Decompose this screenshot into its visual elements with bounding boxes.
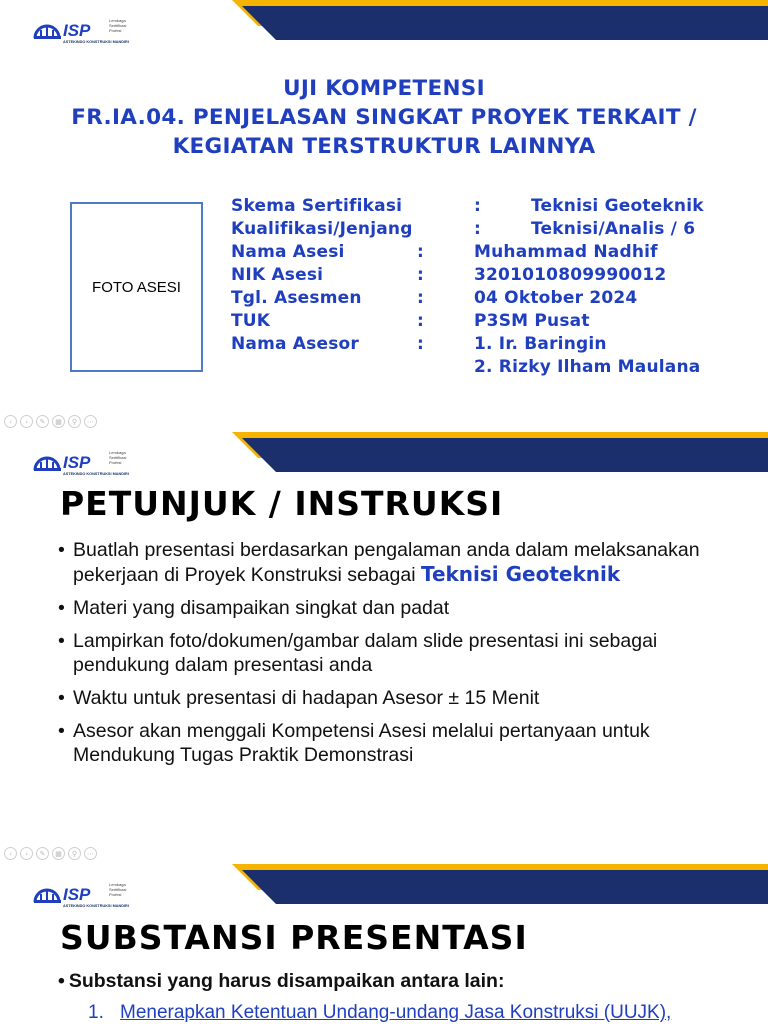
- field-label: Kualifikasi/Jenjang: [231, 219, 413, 239]
- bullet-text: Asesor akan menggali Kompetensi Asesi melalui pertanyaan untuk Mendukung Tugas Praktik Demonstrasi: [73, 720, 650, 766]
- field-colon: :: [417, 311, 424, 331]
- field-value: Teknisi Geoteknik: [531, 196, 704, 216]
- field-label: Nama Asesi: [231, 242, 345, 262]
- field-label: TUK: [231, 311, 271, 331]
- title-line-2: FR.IA.04. PENJELASAN SINGKAT PROYEK TERKAIT /: [71, 105, 697, 130]
- list-item: [58, 629, 738, 677]
- field-value: Teknisi/Analis / 6: [531, 219, 696, 239]
- svg-text:ISP: ISP: [63, 453, 91, 472]
- field-colon: :: [417, 242, 424, 262]
- title-line-3: KEGIATAN TERSTRUKTUR LAINNYA: [172, 134, 596, 159]
- field-label: Tgl. Asesmen: [231, 288, 362, 308]
- svg-text:ISP: ISP: [63, 885, 91, 904]
- field-value: Muhammad Nadhif: [474, 242, 658, 262]
- field-label: Nama Asesor: [231, 334, 359, 354]
- list-item: [58, 719, 738, 767]
- svg-text:Sertifikasi: Sertifikasi: [109, 23, 127, 28]
- slides-icon[interactable]: ▦: [52, 415, 65, 428]
- field-value: P3SM Pusat: [474, 311, 590, 331]
- prev-icon[interactable]: ‹: [4, 847, 17, 860]
- zoom-icon[interactable]: ⚲: [68, 847, 81, 860]
- photo-placeholder: [70, 202, 203, 372]
- isp-logo: [32, 12, 142, 44]
- instructions-list: [58, 538, 738, 776]
- svg-text:ASTEKINDO KONSTRUKSI MANDIRI: ASTEKINDO KONSTRUKSI MANDIRI: [63, 40, 129, 44]
- item-number: 1.: [88, 1002, 104, 1023]
- substance-heading: SUBSTANSI PRESENTASI: [60, 918, 528, 957]
- svg-text:Lembaga: Lembaga: [109, 882, 126, 887]
- svg-text:Lembaga: Lembaga: [109, 450, 126, 455]
- svg-text:ASTEKINDO KONSTRUKSI MANDIRI: ASTEKINDO KONSTRUKSI MANDIRI: [63, 904, 129, 908]
- more-icon[interactable]: ⋯: [84, 415, 97, 428]
- bullet-text: Buatlah presentasi berdasarkan pengalaman anda dalam melaksanakan pekerjaan di Proyek Konstruksi sebagai: [73, 539, 700, 586]
- field-colon: :: [417, 288, 424, 308]
- item-text: Menerapkan Ketentuan Undang-undang Jasa Konstruksi (UUJK),: [120, 1002, 672, 1023]
- svg-text:ASTEKINDO KONSTRUKSI MANDIRI: ASTEKINDO KONSTRUKSI MANDIRI: [63, 472, 129, 476]
- next-icon[interactable]: ›: [20, 415, 33, 428]
- field-colon: :: [474, 196, 481, 216]
- slide-nav-controls: [4, 415, 97, 428]
- field-colon: :: [474, 219, 481, 239]
- more-icon[interactable]: ⋯: [84, 847, 97, 860]
- list-item: [88, 1002, 671, 1024]
- bullet-text: Waktu untuk presentasi di hadapan Asesor ± 15 Menit: [73, 687, 540, 709]
- slide-substance: [0, 864, 768, 1024]
- bullet-text: Lampirkan foto/dokumen/gambar dalam slide presentasi ini sebagai pendukung dalam presentasi anda: [73, 630, 658, 676]
- photo-label: FOTO ASESI: [92, 278, 181, 296]
- instructions-heading: PETUNJUK / INSTRUKSI: [60, 484, 504, 523]
- pen-icon[interactable]: ✎: [36, 415, 49, 428]
- title-line-1: UJI KOMPETENSI: [283, 76, 485, 101]
- list-item: [58, 538, 738, 587]
- prev-icon[interactable]: ‹: [4, 415, 17, 428]
- intro-text: Substansi yang harus disampaikan antara lain:: [68, 970, 505, 992]
- svg-text:Profesi: Profesi: [109, 892, 122, 897]
- field-colon: :: [417, 334, 424, 354]
- isp-logo: [32, 876, 142, 908]
- field-colon: :: [417, 265, 424, 285]
- slides-icon[interactable]: ▦: [52, 847, 65, 860]
- isp-logo: [32, 444, 142, 476]
- field-label: NIK Asesi: [231, 265, 324, 285]
- slide-nav-controls: [4, 847, 97, 860]
- svg-text:Profesi: Profesi: [109, 460, 122, 465]
- field-value: 2. Rizky Ilham Maulana: [474, 357, 701, 377]
- list-item: [58, 596, 738, 620]
- svg-text:Lembaga: Lembaga: [109, 18, 126, 23]
- field-value: 04 Oktober 2024: [474, 288, 638, 308]
- field-value: 1. Ir. Baringin: [474, 334, 607, 354]
- svg-text:Profesi: Profesi: [109, 28, 122, 33]
- svg-text:ISP: ISP: [63, 21, 91, 40]
- zoom-icon[interactable]: ⚲: [68, 415, 81, 428]
- bullet-highlight: Teknisi Geoteknik: [420, 562, 621, 586]
- slide-instructions: [0, 432, 768, 864]
- document-title: [0, 74, 768, 161]
- list-item: [58, 686, 738, 710]
- svg-text:Sertifikasi: Sertifikasi: [109, 887, 127, 892]
- next-icon[interactable]: ›: [20, 847, 33, 860]
- substance-intro: [58, 970, 504, 993]
- field-label: Skema Sertifikasi: [231, 196, 403, 216]
- bullet-text: Materi yang disampaikan singkat dan padat: [73, 597, 450, 619]
- pen-icon[interactable]: ✎: [36, 847, 49, 860]
- slide-cover: [0, 0, 768, 432]
- svg-text:Sertifikasi: Sertifikasi: [109, 455, 127, 460]
- field-value: 3201010809990012: [474, 265, 667, 285]
